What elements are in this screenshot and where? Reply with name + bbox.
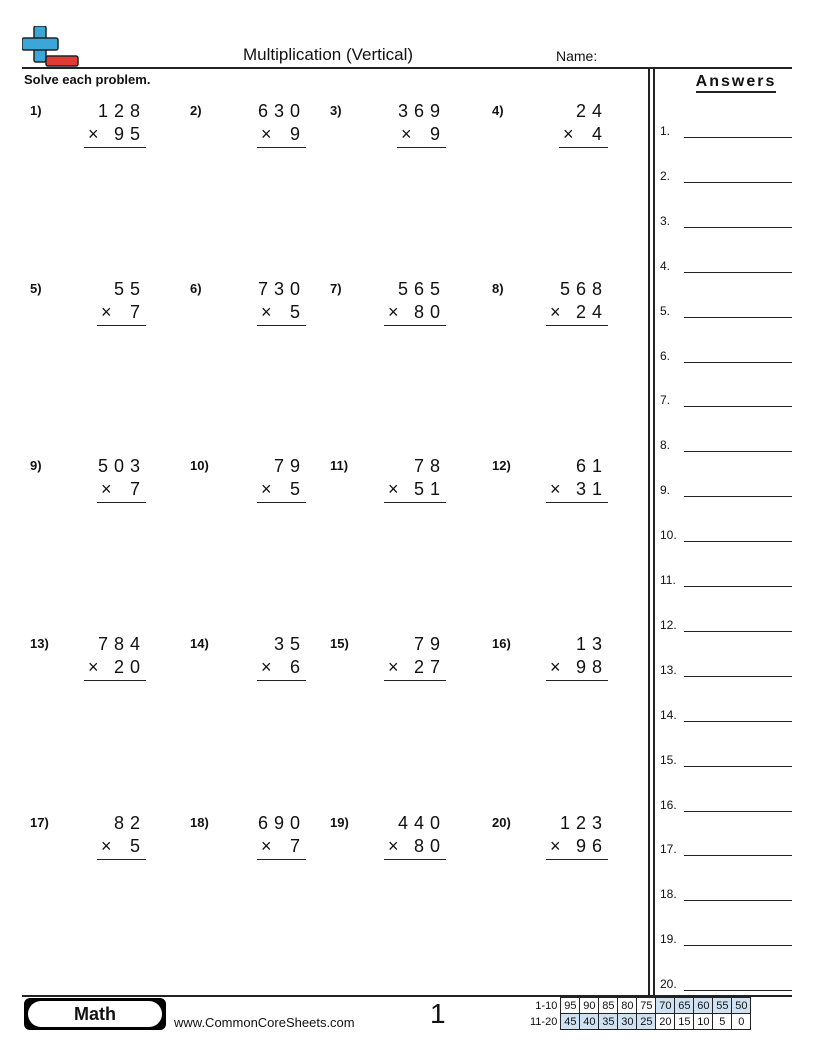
- problem-9: [30, 458, 170, 528]
- multiplier: 7: [129, 479, 146, 499]
- multiplicand: 55: [113, 279, 146, 299]
- problem-number: 6): [190, 281, 202, 296]
- score-cell: 30: [618, 1014, 637, 1030]
- score-cell: 50: [732, 998, 751, 1014]
- multiplier: 31: [575, 479, 608, 499]
- problem-number: 15): [330, 636, 349, 651]
- score-row: [528, 998, 751, 1014]
- problem-15: [330, 636, 470, 706]
- site-url: www.CommonCoreSheets.com: [174, 1015, 355, 1030]
- answer-rule: [384, 859, 446, 860]
- problem-number: 17): [30, 815, 49, 830]
- answer-rule: [257, 147, 306, 148]
- problem-3: [330, 103, 470, 173]
- answer-item-19: [660, 932, 792, 952]
- times-sign: ×: [550, 302, 567, 322]
- answer-item-7: [660, 393, 792, 413]
- multiplicand: 79: [413, 634, 446, 654]
- multiplicand: 568: [559, 279, 608, 299]
- answer-item-9: [660, 483, 792, 503]
- answer-number: 2.: [660, 168, 671, 183]
- score-cell: 25: [637, 1014, 656, 1030]
- multiplicand: 82: [113, 813, 146, 833]
- score-cell: 10: [694, 1014, 713, 1030]
- multiplier: 24: [575, 302, 608, 322]
- instructions: Solve each problem.: [24, 72, 151, 87]
- answer-number: 5.: [660, 303, 671, 318]
- multiplier: 9: [289, 124, 306, 144]
- times-sign: ×: [88, 124, 105, 144]
- multiplicand: 61: [575, 456, 608, 476]
- multiplier: 27: [413, 657, 446, 677]
- problem-number: 1): [30, 103, 42, 118]
- answer-item-12: [660, 618, 792, 638]
- answer-blank[interactable]: [684, 362, 792, 363]
- answer-blank[interactable]: [684, 586, 792, 587]
- answer-number: 13.: [660, 662, 677, 677]
- answer-number: 8.: [660, 438, 671, 453]
- problem-19: [330, 815, 470, 885]
- name-label: Name:: [556, 48, 598, 64]
- multiplicand: 128: [97, 101, 146, 121]
- answer-rule: [257, 859, 306, 860]
- multiplier: 51: [413, 479, 446, 499]
- times-sign: ×: [101, 836, 118, 856]
- multiplicand: 690: [257, 813, 306, 833]
- answer-number: 20.: [660, 977, 677, 992]
- problem-2: [190, 103, 330, 173]
- score-row-label: 11-20: [530, 1015, 558, 1028]
- answer-rule: [257, 680, 306, 681]
- score-cell: 70: [656, 998, 675, 1014]
- problem-number: 19): [330, 815, 349, 830]
- answer-number: 9.: [660, 483, 671, 498]
- answers-title: Answers: [656, 73, 816, 91]
- problem-1: [30, 103, 170, 173]
- answer-number: 17.: [660, 842, 677, 857]
- header-divider: [22, 67, 792, 69]
- problem-6: [190, 281, 330, 351]
- times-sign: ×: [261, 479, 278, 499]
- problem-number: 18): [190, 815, 209, 830]
- problem-4: [492, 103, 632, 173]
- answer-item-1: [660, 124, 792, 144]
- answer-number: 12.: [660, 617, 677, 632]
- answer-item-8: [660, 438, 792, 458]
- times-sign: ×: [401, 124, 418, 144]
- multiplier: 5: [289, 479, 306, 499]
- answer-item-5: [660, 304, 792, 324]
- answer-item-4: [660, 259, 792, 279]
- answer-blank[interactable]: [684, 496, 792, 497]
- score-cell: 40: [580, 1014, 599, 1030]
- score-cell: 45: [561, 1014, 580, 1030]
- answer-number: 7.: [660, 393, 671, 408]
- problem-number: 3): [330, 103, 342, 118]
- problem-number: 4): [492, 103, 504, 118]
- times-sign: ×: [388, 479, 405, 499]
- multiplicand: 35: [273, 634, 306, 654]
- multiplier: 5: [289, 302, 306, 322]
- answer-number: 6.: [660, 348, 671, 363]
- answer-rule: [257, 325, 306, 326]
- answer-rule: [546, 325, 608, 326]
- problem-5: [30, 281, 170, 351]
- times-sign: ×: [550, 657, 567, 677]
- problem-18: [190, 815, 330, 885]
- multiplicand: 369: [397, 101, 446, 121]
- times-sign: ×: [563, 124, 580, 144]
- score-cell: 55: [713, 998, 732, 1014]
- answer-item-11: [660, 573, 792, 593]
- answer-rule: [97, 502, 146, 503]
- answer-number: 3.: [660, 213, 671, 228]
- score-row-label: 1-10: [535, 999, 558, 1012]
- score-cell: 95: [561, 998, 580, 1014]
- score-cell: 15: [675, 1014, 694, 1030]
- multiplier: 9: [429, 124, 446, 144]
- answer-number: 15.: [660, 752, 677, 767]
- multiplicand: 123: [559, 813, 608, 833]
- answer-number: 1.: [660, 124, 671, 138]
- problem-number: 16): [492, 636, 511, 651]
- answer-blank[interactable]: [684, 855, 792, 856]
- multiplier: 95: [113, 124, 146, 144]
- times-sign: ×: [388, 302, 405, 322]
- problem-16: [492, 636, 632, 706]
- answer-number: 14.: [660, 707, 677, 722]
- answer-rule: [384, 325, 446, 326]
- answer-blank[interactable]: [684, 451, 792, 452]
- score-cell: 60: [694, 998, 713, 1014]
- multiplier: 4: [591, 124, 608, 144]
- answer-rule: [97, 325, 146, 326]
- answers-divider-left: [648, 69, 650, 995]
- multiplicand: 79: [273, 456, 306, 476]
- problem-number: 7): [330, 281, 342, 296]
- answer-blank[interactable]: [684, 676, 792, 677]
- answer-rule: [84, 147, 146, 148]
- problem-number: 14): [190, 636, 209, 651]
- problem-8: [492, 281, 632, 351]
- answer-rule: [384, 680, 446, 681]
- score-cell: 35: [599, 1014, 618, 1030]
- answer-rule: [559, 147, 608, 148]
- problem-number: 2): [190, 103, 202, 118]
- answer-number: 16.: [660, 797, 677, 812]
- answer-blank[interactable]: [684, 317, 792, 318]
- problem-number: 12): [492, 458, 511, 473]
- answer-item-6: [660, 349, 792, 369]
- score-cell: 85: [599, 998, 618, 1014]
- answer-blank[interactable]: [684, 721, 792, 722]
- page-number: 1: [430, 998, 446, 1029]
- multiplier: 96: [575, 836, 608, 856]
- problem-10: [190, 458, 330, 528]
- problem-14: [190, 636, 330, 706]
- score-table: [528, 997, 751, 1030]
- problem-number: 9): [30, 458, 42, 473]
- times-sign: ×: [88, 657, 105, 677]
- answer-blank[interactable]: [684, 541, 792, 542]
- multiplicand: 24: [575, 101, 608, 121]
- times-sign: ×: [550, 479, 567, 499]
- answer-item-16: [660, 798, 792, 818]
- answer-item-13: [660, 663, 792, 683]
- problem-20: [492, 815, 632, 885]
- answer-blank[interactable]: [684, 766, 792, 767]
- multiplier: 6: [289, 657, 306, 677]
- multiplier: 80: [413, 836, 446, 856]
- answer-blank[interactable]: [684, 137, 792, 138]
- times-sign: ×: [261, 657, 278, 677]
- answer-item-2: [660, 169, 792, 189]
- multiplicand: 730: [257, 279, 306, 299]
- problem-11: [330, 458, 470, 528]
- answer-blank[interactable]: [684, 900, 792, 901]
- multiplier: 20: [113, 657, 146, 677]
- answer-item-14: [660, 708, 792, 728]
- answer-rule: [384, 502, 446, 503]
- problem-number: 10): [190, 458, 209, 473]
- answer-item-15: [660, 753, 792, 773]
- times-sign: ×: [550, 836, 567, 856]
- multiplicand: 13: [575, 634, 608, 654]
- answer-rule: [97, 859, 146, 860]
- problem-12: [492, 458, 632, 528]
- problem-number: 8): [492, 281, 504, 296]
- math-badge-label: Math: [28, 1001, 162, 1027]
- problem-number: 11): [330, 458, 349, 473]
- answer-rule: [257, 502, 306, 503]
- multiplicand: 630: [257, 101, 306, 121]
- answer-number: 11.: [660, 573, 676, 587]
- times-sign: ×: [261, 124, 278, 144]
- problem-13: [30, 636, 170, 706]
- score-cell: 20: [656, 1014, 675, 1030]
- answer-item-3: [660, 214, 792, 234]
- answer-item-10: [660, 528, 792, 548]
- multiplicand: 503: [97, 456, 146, 476]
- multiplier: 98: [575, 657, 608, 677]
- times-sign: ×: [101, 479, 118, 499]
- score-cell: 65: [675, 998, 694, 1014]
- score-cell: 0: [732, 1014, 751, 1030]
- score-cell: 80: [618, 998, 637, 1014]
- problem-7: [330, 281, 470, 351]
- answer-blank[interactable]: [684, 182, 792, 183]
- problem-number: 20): [492, 815, 511, 830]
- answer-number: 10.: [660, 528, 677, 543]
- problem-number: 13): [30, 636, 49, 651]
- answer-rule: [546, 502, 608, 503]
- answer-item-17: [660, 842, 792, 862]
- answer-number: 4.: [660, 258, 671, 273]
- problem-number: 5): [30, 281, 42, 296]
- answer-rule: [546, 680, 608, 681]
- multiplier: 7: [289, 836, 306, 856]
- multiplicand: 565: [397, 279, 446, 299]
- answer-blank[interactable]: [684, 811, 792, 812]
- answer-rule: [84, 680, 146, 681]
- problem-17: [30, 815, 170, 885]
- score-cell: 90: [580, 998, 599, 1014]
- multiplicand: 78: [413, 456, 446, 476]
- score-cell: 5: [713, 1014, 732, 1030]
- times-sign: ×: [101, 302, 118, 322]
- multiplier: 5: [129, 836, 146, 856]
- multiplicand: 440: [397, 813, 446, 833]
- page-title: Multiplication (Vertical): [242, 45, 414, 64]
- multiplier: 7: [129, 302, 146, 322]
- times-sign: ×: [388, 836, 405, 856]
- answer-blank[interactable]: [684, 272, 792, 273]
- score-row: [528, 1014, 751, 1030]
- answer-blank[interactable]: [684, 406, 792, 407]
- answer-blank[interactable]: [684, 990, 792, 991]
- answer-item-18: [660, 887, 792, 907]
- answer-blank[interactable]: [684, 227, 792, 228]
- answer-number: 19.: [660, 932, 677, 947]
- answers-divider-right: [653, 69, 655, 995]
- multiplicand: 784: [97, 634, 146, 654]
- answer-blank[interactable]: [684, 631, 792, 632]
- answer-number: 18.: [660, 887, 677, 902]
- times-sign: ×: [388, 657, 405, 677]
- times-sign: ×: [261, 836, 278, 856]
- answer-blank[interactable]: [684, 945, 792, 946]
- times-sign: ×: [261, 302, 278, 322]
- answer-rule: [397, 147, 446, 148]
- answer-rule: [546, 859, 608, 860]
- multiplier: 80: [413, 302, 446, 322]
- score-cell: 75: [637, 998, 656, 1014]
